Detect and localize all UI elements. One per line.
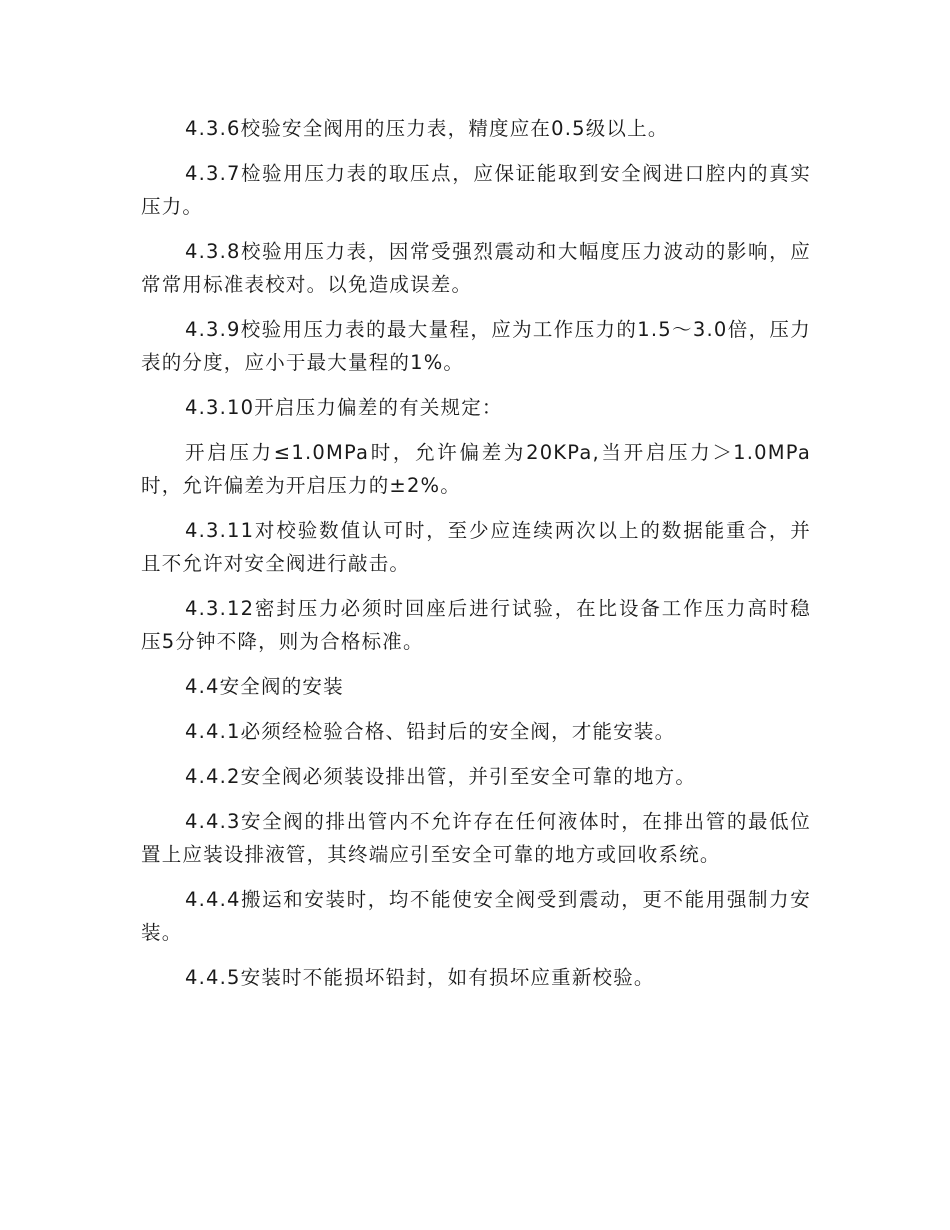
paragraph-opening-pressure-rule: 开启压力≤1.0MPa时，允许偏差为20KPa,当开启压力＞1.0MPa时，允许偏差为开启压力的±2%。 — [141, 441, 811, 497]
paragraph-4-3-11: 4.3.11对校验数值认可时，至少应连续两次以上的数据能重合，并且不允许对安全阀进行敲击。 — [141, 519, 811, 575]
paragraph-4-3-9: 4.3.9校验用压力表的最大量程，应为工作压力的1.5～3.0倍，压力表的分度，应小于最大量程的1%。 — [141, 318, 811, 374]
paragraph-4-3-10: 4.3.10开启压力偏差的有关规定： — [185, 396, 503, 419]
document-body — [141, 112, 811, 1006]
paragraph-4-4-5: 4.4.5安装时不能损坏铅封，如有损坏应重新校验。 — [185, 966, 655, 989]
paragraph-4-4-2: 4.4.2安全阀必须装设排出管，并引至安全可靠的地方。 — [185, 765, 697, 788]
paragraph-4-3-12: 4.3.12密封压力必须时回座后进行试验，在比设备工作压力高时稳压5分钟不降，则为合格标准。 — [141, 597, 811, 653]
paragraph-4-4-3: 4.4.3安全阀的排出管内不允许存在任何液体时，在排出管的最低位置上应装设排液管，其终端应引至安全可靠的地方或回收系统。 — [141, 810, 811, 866]
paragraph-4-3-7: 4.3.7检验用压力表的取压点，应保证能取到安全阀进口腔内的真实压力。 — [141, 162, 811, 218]
paragraph-4-3-8: 4.3.8校验用压力表，因常受强烈震动和大幅度压力波动的影响，应常常用标准表校对。以免造成误差。 — [141, 240, 811, 296]
paragraph-4-4-4: 4.4.4搬运和安装时，均不能使安全阀受到震动，更不能用强制力安装。 — [141, 888, 811, 944]
paragraph-4-3-6: 4.3.6校验安全阀用的压力表，精度应在0.5级以上。 — [185, 117, 669, 140]
paragraph-4-4-1: 4.4.1必须经检验合格、铅封后的安全阀，才能安装。 — [185, 720, 676, 743]
section-heading-4-4: 4.4安全阀的安装 — [185, 675, 344, 698]
